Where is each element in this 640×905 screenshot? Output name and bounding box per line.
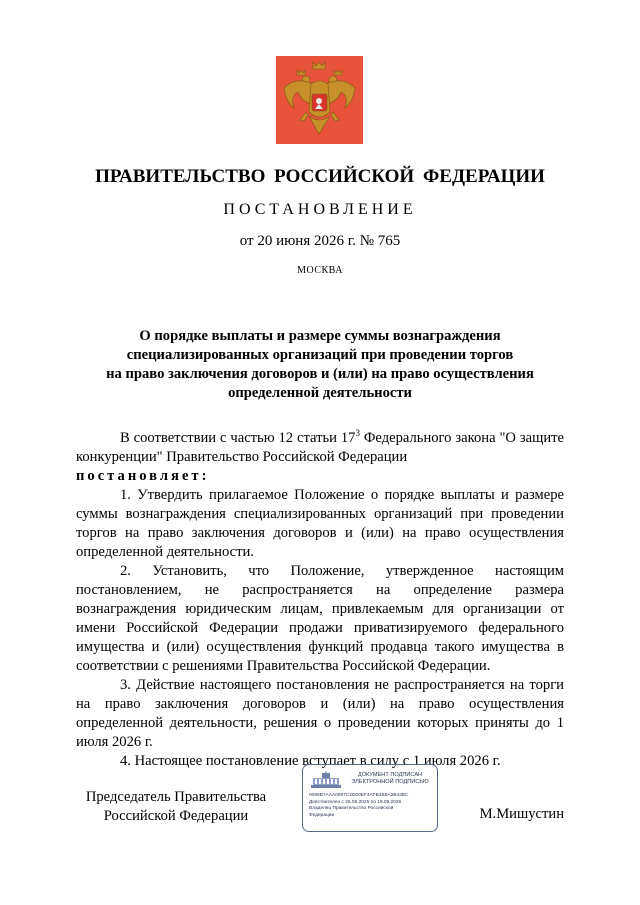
coat-of-arms-icon <box>276 56 363 144</box>
signatory-position <box>76 788 276 826</box>
clause-4: 4. Настоящее постановление вступает в силу с 1 июля 2026 г. <box>120 752 501 769</box>
document-heading <box>76 327 564 403</box>
stamp-details <box>309 793 435 819</box>
signatory-name: М.Мишустин <box>479 806 564 822</box>
stamp-title-line: ДОКУМЕНТ ПОДПИСАН <box>357 772 423 778</box>
certificate-serial: 0086B7AAA0097C2D00EF4AFB4B9A2B43BC <box>309 793 409 798</box>
document-city: МОСКВА <box>297 265 343 276</box>
clause-3: 3. Действие настоящего постановления не распространяется на торги на право заключения договоров и (или) на право осуществления определенной деятельности, решения о проведении которых приняты до 1 июля 2026 г. <box>76 676 564 750</box>
certificate-owner: Владелец Правительство Российской <box>309 806 394 811</box>
preamble-text: В соответствии с частью 12 статьи 17 <box>120 429 356 446</box>
signatory-position-line: Российской Федерации <box>103 808 249 824</box>
heading-line: специализированных организаций при проведении торгов <box>126 347 514 363</box>
document-type: ПОСТАНОВЛЕНИЕ <box>223 201 417 218</box>
stamp-title <box>345 772 435 786</box>
preamble-paragraph <box>76 424 564 467</box>
certificate-owner: Федерации <box>309 812 335 818</box>
heading-line: на право заключения договоров и (или) на право осуществления <box>106 366 534 382</box>
decree-word-paragraph <box>76 467 564 486</box>
signatory-position-line: Председатель Правительства <box>85 789 267 805</box>
preamble-text-continued: Федерального закона "О защите конкуренции" Правительство Российской Федерации <box>76 429 564 465</box>
government-title: ПРАВИТЕЛЬСТВО РОССИЙСКОЙ ФЕДЕРАЦИИ <box>95 166 545 187</box>
decree-word: постановляет: <box>76 467 210 484</box>
clause-1: 1. Утвердить прилагаемое Положение о порядке выплаты и размере суммы вознаграждения специализированных организаций при проведении торгов на право заключения договоров и (или) на право осуществления определенной деятельности. <box>76 486 564 560</box>
certificate-validity: Действителен с 26.06.2025 по 19.09.2026 <box>309 799 402 805</box>
heading-line: О порядке выплаты и размере суммы вознаграждения <box>139 328 501 344</box>
document-body <box>76 424 564 771</box>
electronic-signature-stamp <box>302 764 438 832</box>
document-date-number: от 20 июня 2026 г. № 765 <box>239 233 401 249</box>
building-icon <box>310 771 342 789</box>
article-superscript: 3 <box>355 428 360 438</box>
heading-line: определенной деятельности <box>228 385 412 401</box>
stamp-title-line: ЭЛЕКТРОННОЙ ПОДПИСЬЮ <box>351 779 429 785</box>
clause-2: 2. Установить, что Положение, утвержденное настоящим постановлением, не распространяется на определение размера вознаграждения юридическим лицам, привлекаемым для организации от имени Российской Федерации продажи приватизируемого федерального имущества и (или) осуществления функций продавца такого имущества в соответствии с решениями Правительства Российской Федерации. <box>76 562 564 674</box>
